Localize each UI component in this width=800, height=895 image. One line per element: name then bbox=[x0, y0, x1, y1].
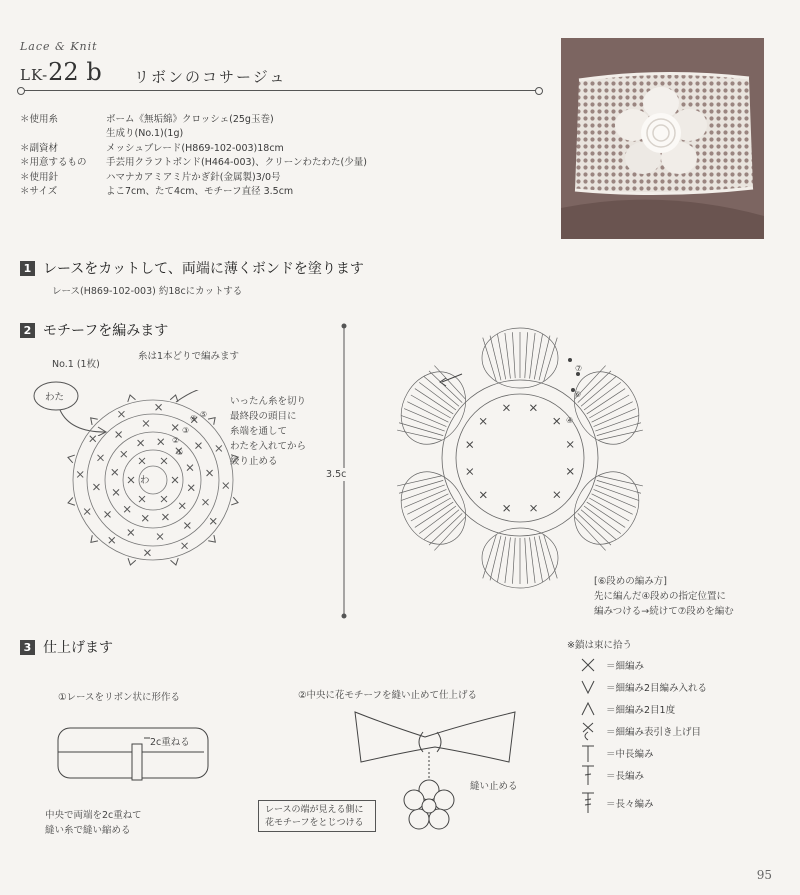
code-prefix: LK- bbox=[20, 66, 49, 84]
x-loop-icon bbox=[576, 720, 600, 742]
finish-step-2: ②中央に花モチーフを縫い止めて仕上げる bbox=[298, 690, 478, 701]
round6-title: [⑥段めの編み方] bbox=[594, 576, 667, 587]
flower-motif-chart bbox=[380, 318, 660, 598]
overlap-label: 2c重ねる bbox=[150, 737, 190, 748]
round-mark-4b: ④ bbox=[566, 416, 574, 425]
spec-value: ボーム《無垢綿》クロッシェ(25g玉巻) bbox=[106, 114, 274, 125]
round-mark-6: ⑥ bbox=[574, 390, 582, 399]
legend-item bbox=[576, 742, 707, 764]
materials-list bbox=[20, 113, 367, 199]
note-line: 中央で両端を2c重ねて bbox=[45, 810, 142, 821]
finish-callout bbox=[258, 800, 376, 832]
note-line: 最終段の頭目に bbox=[230, 411, 297, 422]
dc-icon bbox=[576, 764, 600, 786]
round-mark-1: ① bbox=[176, 448, 184, 457]
step-1-heading bbox=[20, 258, 364, 278]
sew-label: 縫い止める bbox=[470, 781, 518, 792]
product-photo bbox=[561, 38, 764, 239]
t-icon bbox=[576, 742, 600, 764]
step-number: 1 bbox=[20, 261, 35, 276]
round6-line: 編みつける→続けて⑦段めを編む bbox=[594, 606, 734, 617]
page-title: リボンのコサージュ bbox=[134, 68, 287, 86]
series-label: Lace & Knit bbox=[20, 40, 98, 53]
spec-label bbox=[20, 127, 106, 141]
ring-center-label: わ bbox=[140, 475, 150, 486]
legend-item bbox=[576, 720, 707, 742]
finish-step-1-note bbox=[45, 808, 142, 838]
note-line: わたを入れてから bbox=[230, 441, 307, 452]
legend-item bbox=[576, 654, 707, 676]
caret-icon bbox=[576, 698, 600, 720]
step-number: 2 bbox=[20, 323, 35, 338]
legend-label: ＝細編み2目1度 bbox=[606, 705, 676, 716]
yarn-note: 糸は1本どりで編みます bbox=[138, 351, 240, 362]
legend-label: ＝細編み2目編み入れる bbox=[606, 683, 708, 694]
callout-line: 花モチーフをとじつける bbox=[265, 818, 364, 828]
note-line: 絞り止める bbox=[230, 456, 278, 467]
page-number: 95 bbox=[756, 868, 772, 882]
spec-value: 手芸用クラフトボンド(H464-003)、クリーンわたわた(少量) bbox=[106, 157, 367, 169]
finish-thread-note bbox=[230, 394, 306, 469]
symbol-legend bbox=[576, 654, 707, 814]
legend-item bbox=[576, 698, 707, 720]
round6-line: 先に編んだ④段めの指定位置に bbox=[594, 591, 727, 602]
legend-label: ＝長編み bbox=[606, 771, 645, 782]
spec-value: メッシュブレード(H869-102-003)18cm bbox=[106, 142, 284, 154]
step-1-note: レース(H869-102-003) 約18cにカットする bbox=[52, 286, 243, 297]
legend-item bbox=[576, 676, 707, 698]
round-mark-2: ② bbox=[172, 436, 180, 445]
legend-label: ＝中長編み bbox=[606, 749, 654, 760]
step-title: モチーフを編みます bbox=[43, 323, 169, 339]
v-icon bbox=[576, 676, 600, 698]
step-3-heading bbox=[20, 637, 113, 657]
callout-line: レースの端が見える側に bbox=[265, 805, 364, 815]
title-rule bbox=[20, 90, 540, 91]
legend-note: ※鎖は束に拾う bbox=[567, 640, 632, 651]
tr-icon bbox=[576, 792, 600, 814]
spec-label: ＊用意するもの bbox=[20, 157, 87, 169]
legend-item bbox=[576, 792, 707, 814]
step-number: 3 bbox=[20, 640, 35, 655]
finish-step-1: ①レースをリボン状に形作る bbox=[58, 692, 181, 703]
x-icon bbox=[576, 654, 600, 676]
spec-label: ＊使用糸 bbox=[20, 114, 59, 125]
spec-value: 生成り(No.1)(1g) bbox=[106, 128, 184, 140]
step-title: 仕上げます bbox=[43, 640, 113, 656]
spec-label: ＊使用針 bbox=[20, 171, 59, 183]
round-mark-7: ⑦ bbox=[575, 364, 583, 373]
legend-label: ＝長々編み bbox=[606, 799, 654, 810]
legend-label: ＝細編み bbox=[606, 661, 645, 672]
headband-photo-illustration bbox=[561, 38, 764, 239]
motif-count: No.1 (1枚) bbox=[52, 359, 100, 370]
small-motif-chart bbox=[58, 390, 248, 570]
step-title: レースをカットして、両端に薄くボンドを塗ります bbox=[43, 261, 364, 277]
legend-label: ＝細編み表引き上げ目 bbox=[606, 727, 702, 738]
note-line: 縫い糸で縫い縮める bbox=[45, 825, 131, 836]
ribbon-fold-diagram bbox=[54, 720, 224, 790]
round-mark-5: ⑤ bbox=[200, 410, 208, 419]
round6-instructions bbox=[594, 574, 734, 619]
note-line: 糸端を通して bbox=[230, 426, 288, 437]
spec-label: ＊サイズ bbox=[20, 186, 58, 198]
step-2-heading bbox=[20, 320, 168, 340]
legend-item bbox=[576, 764, 707, 786]
spec-value: ハマナカアミアミ片かぎ針(金属製)3/0号 bbox=[106, 171, 281, 183]
pattern-code bbox=[20, 58, 102, 86]
stuffing-label: わた bbox=[45, 392, 65, 403]
code-suffix: b bbox=[86, 58, 102, 86]
round-mark-3: ③ bbox=[182, 426, 190, 435]
round-mark-4: ④ bbox=[190, 414, 198, 423]
note-line: いったん糸を切り bbox=[230, 396, 307, 407]
spec-label: ＊副資材 bbox=[20, 142, 59, 154]
spec-value: よこ7cm、たて4cm、モチーフ直径 3.5cm bbox=[106, 186, 294, 198]
code-number: 22 bbox=[48, 58, 79, 86]
size-label: 3.5c bbox=[326, 469, 347, 480]
